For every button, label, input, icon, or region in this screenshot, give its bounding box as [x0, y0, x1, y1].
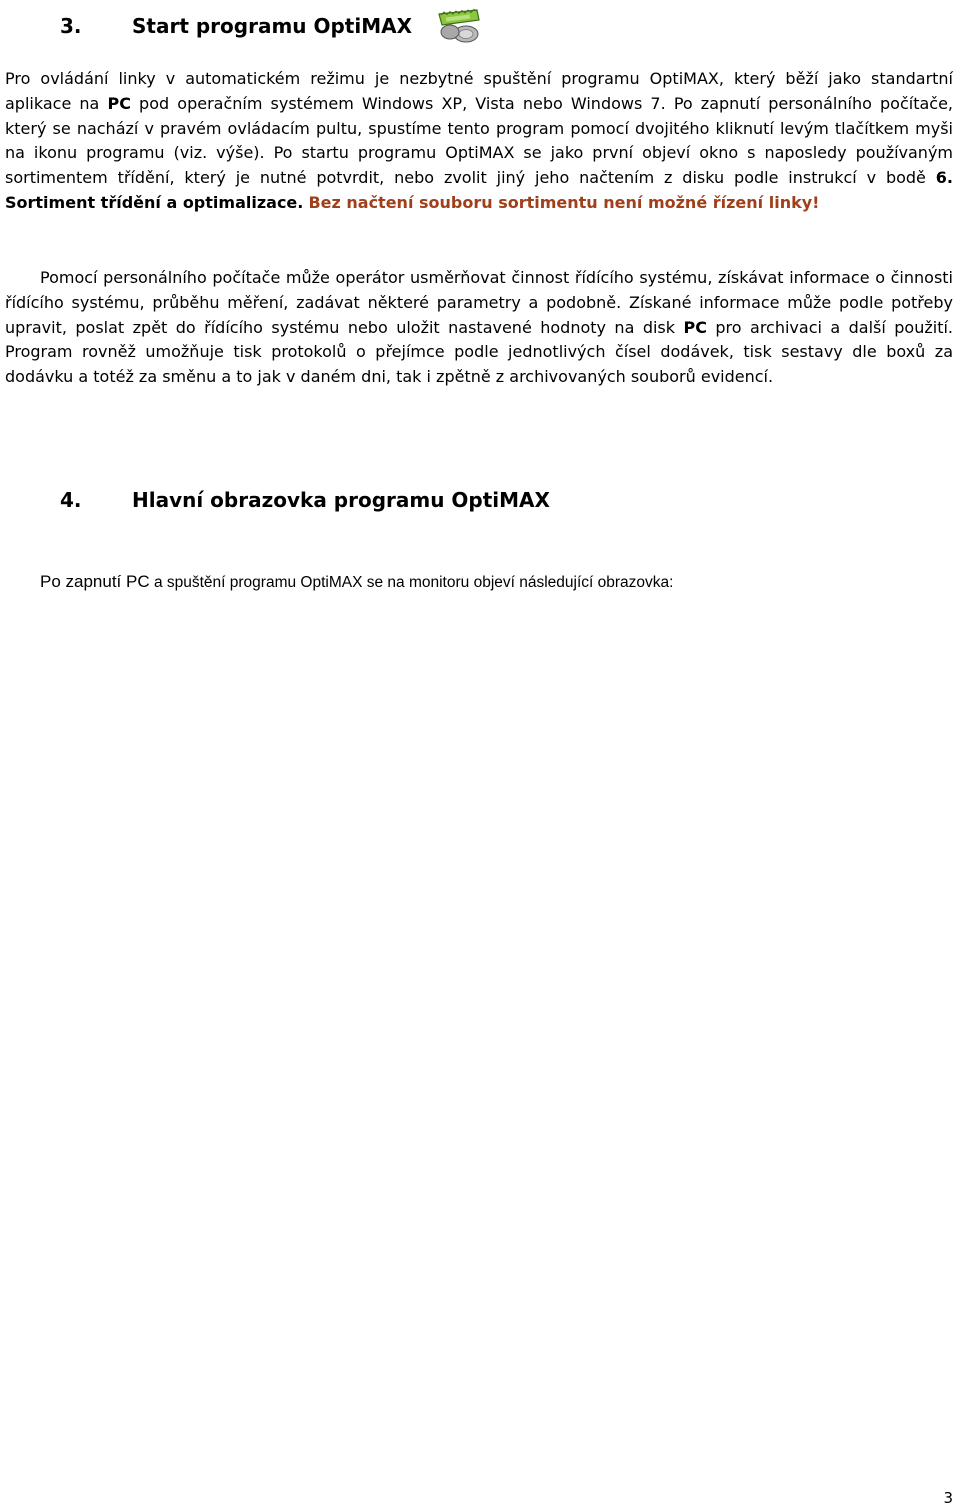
saw-log-icon	[436, 6, 482, 44]
intro-text: Po zapnutí	[40, 572, 127, 591]
section-number: 3.	[60, 14, 82, 38]
section-title: Start programu OptiMAX	[132, 14, 413, 38]
intro-text: a spuštění programu OptiMAX se na monitoru objeví následující obrazovka:	[149, 574, 674, 591]
section-reference: 6. Sortiment třídění a optimalizace.	[5, 168, 953, 212]
warning-text: Bez načtení souboru sortimentu není možné řízení linky!	[308, 192, 820, 212]
paragraph-text: Pomocí personálního počítače může operátor usměrňovat činnost řídícího systému, získávat informace o činnosti řídícího systému, průběhu měření, zadávat některé parametry a podobně. Získané informace může podle potřeby upravit, poslat zpět do řídícího systému nebo uložit nastavené hodnoty na disk	[5, 268, 953, 337]
section-4-intro	[40, 570, 673, 595]
paragraph-text: Pro ovládání linky v automatickém režimu je nezbytné spuštění programu OptiMAX, který běží jako standartní aplikace na	[5, 69, 953, 113]
section-number: 4.	[60, 488, 82, 512]
page-number: 3	[943, 1489, 953, 1507]
section-3-paragraph-1	[5, 67, 953, 216]
paragraph-text: pod operačním systémem Windows XP, Vista nebo Windows 7. Po zapnutí personálního počítače, který se nachází v pravém ovládacím pultu, spustíme tento program pomocí dvojitého kliknutí levým tlačítkem myši na ikonu programu (viz. výše). Po startu programu OptiMAX se jako první objeví okno s naposledy používaným sortimentem třídění, který je nutné potvrdit, nebo zvolit jiný jeho načtením z disku podle instrukcí v bodě	[5, 93, 953, 188]
paragraph-text: pro archivaci a další použití. Program rovněž umožňuje tisk protokolů o přejímce podle jednotlivých čísel dodávek, tisk sestavy dle boxů za dodávku a totéž za směnu a to jak v daném dni, tak i zpětně z archivovaných souborů evidencí.	[5, 317, 954, 387]
pc-term: PC	[683, 317, 707, 337]
pc-term: PC	[107, 93, 131, 113]
section-3-paragraph-2	[5, 266, 953, 390]
section-4-heading	[0, 486, 960, 516]
pc-term: PC	[126, 572, 150, 591]
section-title: Hlavní obrazovka programu OptiMAX	[132, 488, 550, 512]
